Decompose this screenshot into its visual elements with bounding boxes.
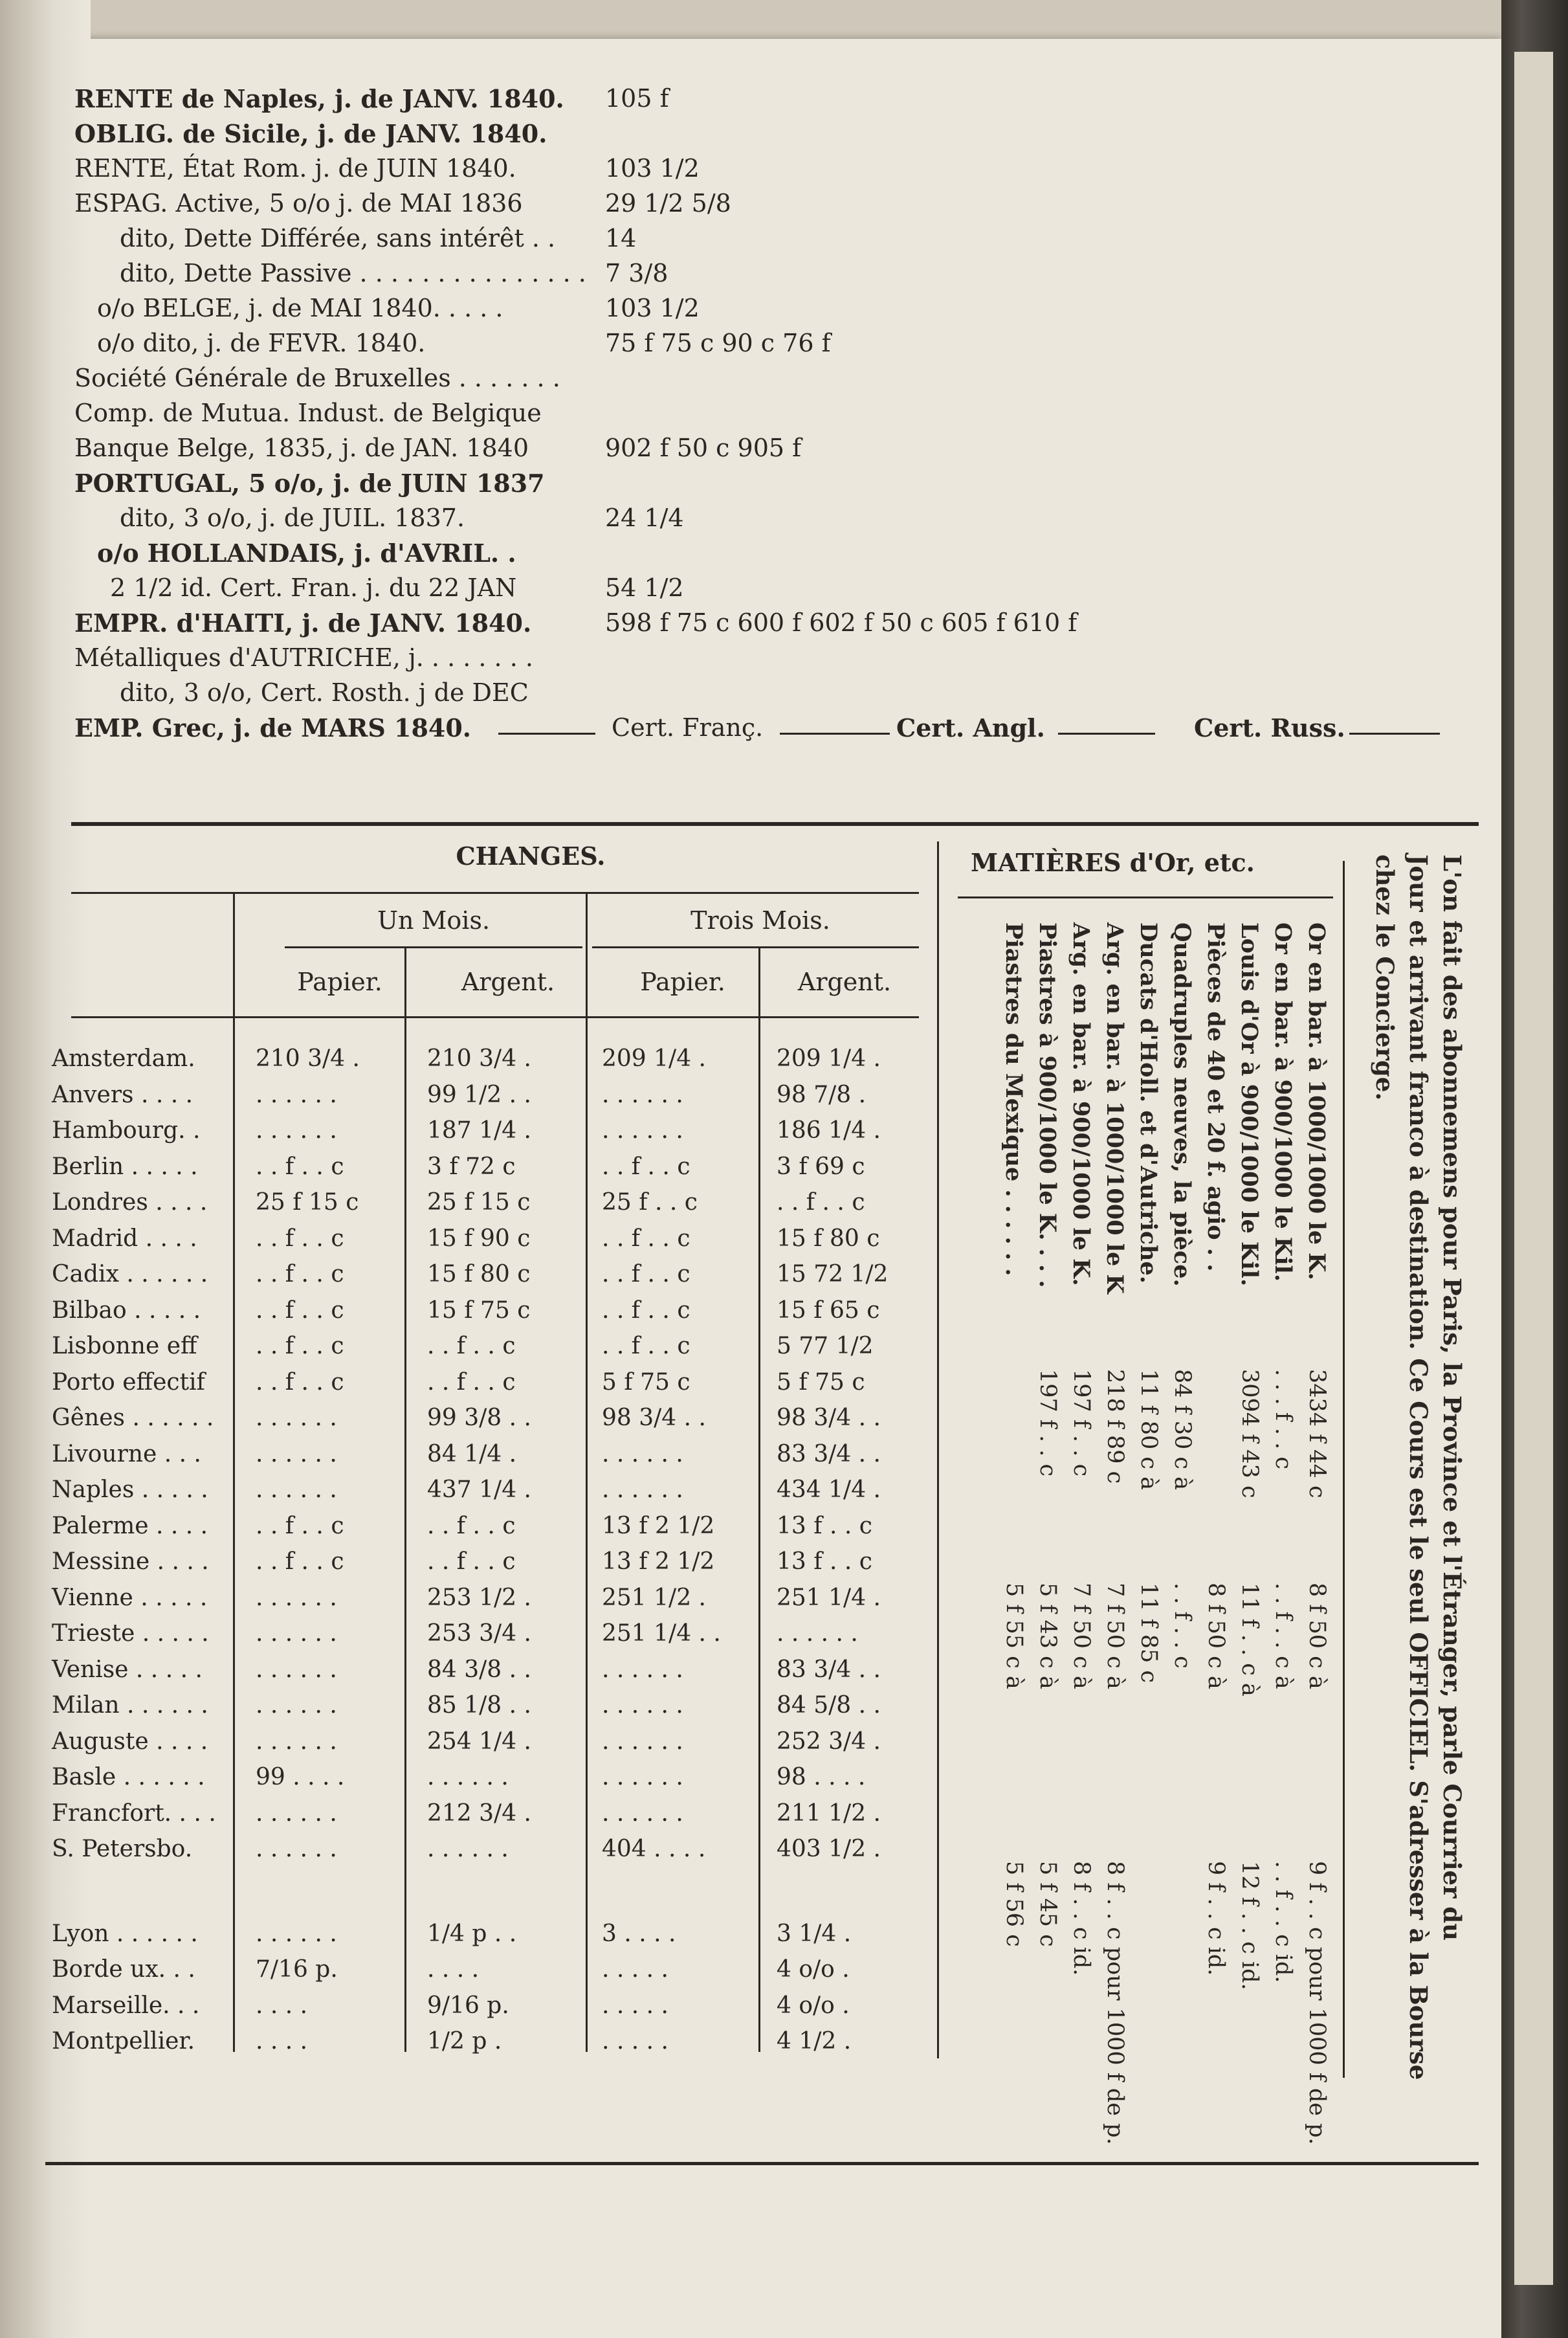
papier-trois-mois: . . f . . c [602,1297,690,1324]
argent-un-mois: 437 1/4 . [427,1476,531,1503]
papier-trois-mois: . . f . . c [602,1153,690,1180]
argent-trois-mois: 211 1/2 . [777,1799,881,1827]
bottom-divider [45,2162,1479,2165]
change-row [52,1548,919,1585]
bond-name: Métalliques d'AUTRICHE, j. . . . . . . . [74,643,533,672]
metal-range-end: 8 f . . c pour 1000 f de p. [1102,1861,1128,2145]
blank-line [1349,713,1440,735]
change-row [52,1800,919,1836]
change-row [52,1405,919,1441]
bond-row [49,399,1472,434]
argent-trois-mois: 98 3/4 . . [777,1405,881,1431]
blank-line [498,713,595,735]
metal-label: Piastres du Mexique . . . . . . [1000,922,1027,1276]
bond-name: 2 1/2 id. Cert. Fran. j. du 22 JAN [110,573,517,602]
bond-price: 54 1/2 [605,573,684,602]
papier-un-mois: . . . . . . [256,1081,337,1108]
city-name: Montpellier. [52,2028,195,2054]
change-row [52,2028,919,2064]
bond-price: 75 f 75 c 90 c 76 f [605,329,831,357]
metal-label: Pièces de 40 et 20 f. agio . . [1202,922,1229,1272]
bond-name: ESPAG. Active, 5 o/o j. de MAI 1836 [74,189,523,217]
change-row [52,1656,919,1693]
city-name: Madrid . . . . [52,1225,197,1252]
city-name: Porto effectif [52,1368,205,1396]
papier-trois-mois: . . . . . . [602,1117,683,1144]
change-row [52,1333,919,1369]
metal-range: . . f . . c [1169,1583,1195,1669]
papier-un-mois: . . . . . . [256,1117,337,1144]
metal-row [1094,922,1128,2217]
argent-un-mois: 84 3/8 . . [427,1656,531,1683]
metal-price: 197 f . . c [1068,1369,1094,1477]
bond-name: RENTE de Naples, j. de JANV. 1840. [74,84,564,113]
metal-range-end: 5 f 56 c [1001,1861,1027,1947]
argent-trois-mois: 5 f 75 c [777,1368,865,1396]
argent-trois-mois: 209 1/4 . [777,1045,881,1072]
metal-range-end: 5 f 45 c [1035,1861,1061,1947]
argent-trois-mois: 15 f 80 c [777,1225,880,1252]
argent-un-mois: 3 f 72 c [427,1153,516,1180]
argent-trois-mois: 3 1/4 . [777,1920,852,1947]
metal-range: 8 f 50 c à [1304,1583,1330,1689]
argent-header: Argent. [461,968,555,996]
papier-un-mois: 210 3/4 . [256,1045,360,1072]
bond-name: Comp. de Mutua. Indust. de Belgique [74,399,542,427]
bond-row [49,364,1472,399]
cert-angl-label: Cert. Angl. [896,713,1045,742]
metal-range-end: 12 f . . c id. [1237,1861,1263,1990]
table-rule [71,1016,919,1018]
papier-un-mois: . . . . [256,1992,308,2019]
papier-trois-mois: . . . . . . [602,1476,683,1503]
change-row [52,1153,919,1190]
un-mois-header: Un Mois. [377,906,491,935]
bond-row [49,84,1472,119]
argent-trois-mois: 83 3/4 . . [777,1656,881,1683]
change-row [52,1476,919,1513]
argent-trois-mois: 4 1/2 . [777,2028,852,2054]
city-name: Venise . . . . . [52,1656,203,1683]
metal-range: 7 f 50 c à [1102,1583,1128,1689]
argent-trois-mois: 3 f 69 c [777,1153,865,1180]
city-name: Messine . . . . [52,1548,209,1575]
change-row [52,1117,919,1153]
argent-un-mois: 15 f 80 c [427,1261,531,1287]
table-rule [592,946,919,948]
argent-trois-mois: 186 1/4 . [777,1117,881,1144]
metal-label: Arg. en bar. à 900/1000 le K. [1068,922,1094,1286]
papier-trois-mois: . . f . . c [602,1261,690,1287]
city-name: Hambourg. . [52,1117,201,1144]
bond-name: o/o HOLLANDAIS, j. d'AVRIL. . [97,539,516,568]
metal-row [993,922,1027,2217]
change-row [52,1369,919,1405]
papier-un-mois: . . f . . c [256,1333,344,1359]
bond-name: OBLIG. de Sicile, j. de JANV. 1840. [74,119,547,148]
papier-trois-mois: . . f . . c [602,1225,690,1252]
argent-un-mois: . . f . . c [427,1368,516,1396]
papier-un-mois: . . . . . . [256,1728,337,1755]
metal-price: 197 f . . c [1035,1369,1061,1477]
papier-trois-mois: 5 f 75 c [602,1368,690,1396]
argent-un-mois: 85 1/8 . . [427,1692,531,1719]
bond-row [49,608,1472,643]
table-rule [958,896,1333,898]
metal-range: 7 f 50 c à [1068,1583,1094,1689]
argent-un-mois: . . f . . c [427,1548,516,1575]
argent-un-mois: 99 3/8 . . [427,1405,531,1431]
papier-un-mois: . . f . . c [256,1512,344,1539]
next-page-strip [1514,52,1553,2285]
book-right-edge [1501,0,1568,2338]
papier-un-mois: 25 f 15 c [256,1189,359,1216]
change-row [52,1189,919,1225]
metal-price: 3094 f 43 c [1237,1369,1263,1498]
table-rule [285,946,582,948]
papier-trois-mois: 3 . . . . [602,1920,676,1947]
argent-un-mois: 15 f 90 c [427,1225,531,1252]
argent-trois-mois: 5 77 1/2 [777,1333,874,1359]
bond-name: dito, Dette Différée, sans intérêt . . [120,224,556,252]
metal-row [1195,922,1229,2217]
metal-label: Ducats d'Holl. et d'Autriche. [1135,922,1162,1284]
section-divider [71,822,1479,826]
argent-trois-mois: 4 o/o . [777,1992,850,2019]
metal-range: 11 f . . c à [1237,1583,1263,1697]
argent-un-mois: 212 3/4 . [427,1799,531,1827]
metal-price: 3434 f 44 c [1304,1369,1330,1498]
papier-un-mois: . . . . . . [256,1656,337,1683]
bond-price: 902 f 50 c 905 f [605,434,802,462]
city-name: Basle . . . . . . [52,1764,205,1790]
bond-name: dito, 3 o/o, Cert. Rosth. j de DEC [120,678,529,707]
bond-row [49,224,1472,259]
bond-name: EMPR. d'HAITI, j. de JANV. 1840. [74,608,532,638]
metal-range: . . f . . c à [1270,1583,1296,1689]
papier-trois-mois: . . . . . . [602,1440,683,1467]
papier-trois-mois: . . . . . [602,1992,668,2019]
metal-range: 5 f 43 c à [1035,1583,1061,1689]
argent-trois-mois: 15 f 65 c [777,1297,880,1324]
metal-row [1128,922,1162,2217]
metal-range: 8 f 50 c à [1203,1583,1229,1689]
papier-un-mois: 7/16 p. [256,1956,338,1983]
city-name: Lyon . . . . . . [52,1920,198,1947]
papier-un-mois: . . . . . . [256,1836,337,1862]
argent-un-mois: 84 1/4 . [427,1440,517,1467]
city-name: Amsterdam. [52,1045,195,1072]
city-name: Marseille. . . [52,1992,200,2019]
changes-title: CHANGES. [456,841,606,871]
bond-name: RENTE, État Rom. j. de JUIN 1840. [74,154,516,183]
papier-un-mois: 99 . . . . [256,1764,345,1790]
bond-price: 14 [605,224,637,252]
city-name: Trieste . . . . . [52,1620,209,1647]
papier-un-mois: . . f . . c [256,1368,344,1396]
change-row [52,1620,919,1656]
argent-un-mois: 1/4 p . . [427,1920,517,1947]
papier-un-mois: . . . . . . [256,1440,337,1467]
subscription-notice [1353,854,1469,2214]
papier-un-mois: . . . . . . [256,1584,337,1611]
argent-un-mois: . . . . . . [427,1764,509,1790]
bond-price: 29 1/2 5/8 [605,189,731,217]
metal-price: 218 f 89 c [1102,1369,1128,1484]
trois-mois-header: Trois Mois. [690,906,830,935]
metal-row [1296,922,1330,2217]
bond-list [49,84,1472,748]
argent-trois-mois: 15 72 1/2 [777,1261,889,1287]
papier-trois-mois: . . . . . [602,1956,668,1983]
bond-name: PORTUGAL, 5 o/o, j. de JUIN 1837 [74,469,545,498]
change-row [52,1261,919,1297]
argent-trois-mois: 13 f . . c [777,1548,872,1575]
bond-row [49,294,1472,329]
change-row [52,1956,919,1992]
papier-header: Papier. [640,968,725,996]
notice-line: Jour et arrivant franco à destination. Ce Cours est le seul OFFICIEL. S'adresser à la Bourse [1404,854,1433,2080]
papier-trois-mois: . . . . . . [602,1764,683,1790]
papier-un-mois: . . f . . c [256,1153,344,1180]
bond-row [49,469,1472,504]
metal-range-end: 9 f . . c pour 1000 f de p. [1304,1861,1330,2145]
bond-price: 7 3/8 [605,259,668,287]
papier-trois-mois: . . . . . . [602,1692,683,1719]
papier-un-mois: . . f . . c [256,1297,344,1324]
grec-row [49,713,1472,748]
bond-name: dito, Dette Passive . . . . . . . . . . . . . . . [120,259,586,287]
argent-un-mois: 99 1/2 . . [427,1081,531,1108]
metal-row [1061,922,1094,2217]
city-name: Naples . . . . . [52,1476,208,1503]
papier-trois-mois: . . . . . . [602,1799,683,1827]
city-name: Vienne . . . . . [52,1584,208,1611]
cert-franc-label: Cert. Franç. [612,713,764,742]
argent-trois-mois: 403 1/2 . [777,1836,881,1862]
argent-un-mois: 15 f 75 c [427,1297,531,1324]
change-row [52,1082,919,1118]
city-name: Auguste . . . . [52,1728,208,1755]
papier-trois-mois: 98 3/4 . . [602,1405,706,1431]
papier-un-mois: . . . . . . [256,1799,337,1827]
argent-un-mois: 210 3/4 . [427,1045,531,1072]
city-name: Lisbonne eff [52,1333,197,1359]
bond-row [49,573,1472,608]
change-row [52,1585,919,1621]
metal-range: 11 f 85 c [1136,1583,1162,1684]
scan-top-background [0,0,1568,39]
metal-range-end: 9 f . . c id. [1203,1861,1229,1976]
change-row [52,1045,919,1082]
papier-trois-mois: 13 f 2 1/2 [602,1512,715,1539]
argent-un-mois: 187 1/4 . [427,1117,531,1144]
argent-trois-mois: 84 5/8 . . [777,1692,881,1719]
change-row [52,1728,919,1765]
change-row [52,1764,919,1800]
bond-price: 598 f 75 c 600 f 602 f 50 c 605 f 610 f [605,608,1077,637]
bond-name: o/o BELGE, j. de MAI 1840. . . . . [97,294,503,322]
argent-un-mois: 1/2 p . [427,2028,502,2054]
metal-price: 84 f 30 c à [1169,1369,1195,1490]
metal-label: Or en bar. à 1000/1000 le K. [1303,922,1330,1280]
bond-row [49,539,1472,573]
papier-un-mois: . . f . . c [256,1261,344,1287]
bond-price: 105 f [605,84,669,113]
metal-row [1229,922,1263,2217]
argent-un-mois: 253 1/2 . [427,1584,531,1611]
notice-line: chez le Concierge. [1371,854,1399,1101]
change-row [52,1692,919,1728]
city-name: Francfort. . . . [52,1799,216,1827]
papier-trois-mois: . . . . . . [602,1081,683,1108]
argent-un-mois: 9/16 p. [427,1992,509,2019]
change-row [52,1441,919,1477]
city-name: Gênes . . . . . . [52,1405,214,1431]
argent-trois-mois: . . f . . c [777,1189,865,1216]
bond-name: Société Générale de Bruxelles . . . . . . . [74,364,560,392]
bond-row [49,189,1472,224]
argent-trois-mois: 98 7/8 . [777,1081,867,1108]
bond-row [49,504,1472,539]
papier-trois-mois: 209 1/4 . [602,1045,706,1072]
papier-trois-mois: . . . . . . [602,1728,683,1755]
argent-un-mois: . . f . . c [427,1333,516,1359]
change-row [52,1225,919,1262]
papier-trois-mois: . . . . . . [602,1656,683,1683]
change-row [52,1297,919,1333]
metal-price: . . . f . . c [1270,1369,1296,1469]
bond-row [49,259,1472,294]
blank-line [1058,713,1155,735]
argent-trois-mois: 434 1/4 . [777,1476,881,1503]
city-name: Palerme . . . . [52,1512,208,1539]
change-row [52,1992,919,2029]
city-name: Berlin . . . . . [52,1153,198,1180]
argent-un-mois: . . . . . . [427,1836,509,1862]
city-name: Anvers . . . . [52,1081,193,1108]
table-rule [71,892,919,894]
argent-un-mois: 25 f 15 c [427,1189,531,1216]
argent-un-mois: . . f . . c [427,1512,516,1539]
papier-trois-mois: 251 1/2 . [602,1584,706,1611]
city-name: S. Petersbo. [52,1836,193,1862]
papier-un-mois: . . . . . . [256,1476,337,1503]
changes-table [52,841,919,2071]
papier-trois-mois: 251 1/4 . . [602,1620,721,1647]
bond-row [49,119,1472,154]
papier-trois-mois: 404 . . . . [602,1836,706,1862]
argent-un-mois: . . . . [427,1956,480,1983]
column-rule [1343,861,1345,2078]
bond-name: o/o dito, j. de FEVR. 1840. [97,329,426,357]
metal-row [1162,922,1195,2217]
city-name: Livourne . . . [52,1440,201,1467]
bond-row [49,434,1472,469]
metal-price: 11 f 80 c à [1136,1369,1162,1490]
metal-range-end: . . f . . c id. [1270,1861,1296,1983]
metal-label: Or en bar. à 900/1000 le Kil. [1270,922,1296,1282]
papier-un-mois: . . f . . c [256,1225,344,1252]
change-row [52,1836,919,1872]
papier-trois-mois: 13 f 2 1/2 [602,1548,715,1575]
argent-trois-mois: 98 . . . . [777,1764,866,1790]
bond-price: 24 1/4 [605,504,684,532]
argent-trois-mois: . . . . . . [777,1620,858,1647]
bond-row [49,154,1472,189]
argent-un-mois: 254 1/4 . [427,1728,531,1755]
bond-row [49,643,1472,678]
bond-name: dito, 3 o/o, j. de JUIL. 1837. [120,504,465,532]
papier-un-mois: . . f . . c [256,1548,344,1575]
papier-un-mois: . . . . . . [256,1920,337,1947]
bond-row [49,678,1472,713]
city-name: Bilbao . . . . . [52,1297,201,1324]
metal-range-end: 8 f . . c id. [1068,1861,1094,1976]
metal-label: Louis d'Or à 900/1000 le Kil. [1236,922,1263,1287]
bond-row [49,329,1472,364]
city-name: Londres . . . . [52,1189,208,1216]
metal-label: Piastres à 900/1000 le K. . . . [1034,922,1061,1288]
argent-un-mois: 253 3/4 . [427,1620,531,1647]
papier-trois-mois: 25 f . . c [602,1189,698,1216]
papier-header: Papier. [297,968,382,996]
metal-range: 5 f 55 c à [1001,1583,1027,1689]
city-name: Cadix . . . . . . [52,1261,208,1287]
argent-trois-mois: 83 3/4 . . [777,1440,881,1467]
papier-un-mois: . . . . . . [256,1620,337,1647]
bond-price: 103 1/2 [605,154,700,183]
notice-line: L'on fait des abonnemens pour Paris, la Province et l'Étranger, parle Courrier du [1438,854,1466,1941]
argent-trois-mois: 251 1/4 . [777,1584,881,1611]
metals-table [916,922,1330,2217]
blank-line [780,713,890,735]
metal-row [1263,922,1296,2217]
papier-un-mois: . . . . . . [256,1405,337,1431]
city-name: Milan . . . . . . [52,1692,208,1719]
change-row [52,1921,919,1957]
metal-label: Arg. en bar. à 1000/1000 le K [1101,922,1128,1294]
bond-name: EMP. Grec, j. de MARS 1840. [74,713,471,742]
argent-header: Argent. [797,968,892,996]
metal-row [1027,922,1061,2217]
bond-name: Banque Belge, 1835, j. de JAN. 1840 [74,434,529,462]
argent-trois-mois: 13 f . . c [777,1512,872,1539]
metals-title: MATIÈRES d'Or, etc. [971,848,1255,877]
bond-price: 103 1/2 [605,294,700,322]
argent-trois-mois: 252 3/4 . [777,1728,881,1755]
papier-trois-mois: . . . . . [602,2028,668,2054]
papier-un-mois: . . . . . . [256,1692,337,1719]
papier-un-mois: . . . . [256,2028,308,2054]
papier-trois-mois: . . f . . c [602,1333,690,1359]
city-name: Borde ux. . . [52,1956,195,1983]
metal-label: Quadruples neuves, la pièce. [1169,922,1195,1287]
cert-russ-label: Cert. Russ. [1194,713,1345,742]
argent-trois-mois: 4 o/o . [777,1956,850,1983]
change-row [52,1513,919,1549]
